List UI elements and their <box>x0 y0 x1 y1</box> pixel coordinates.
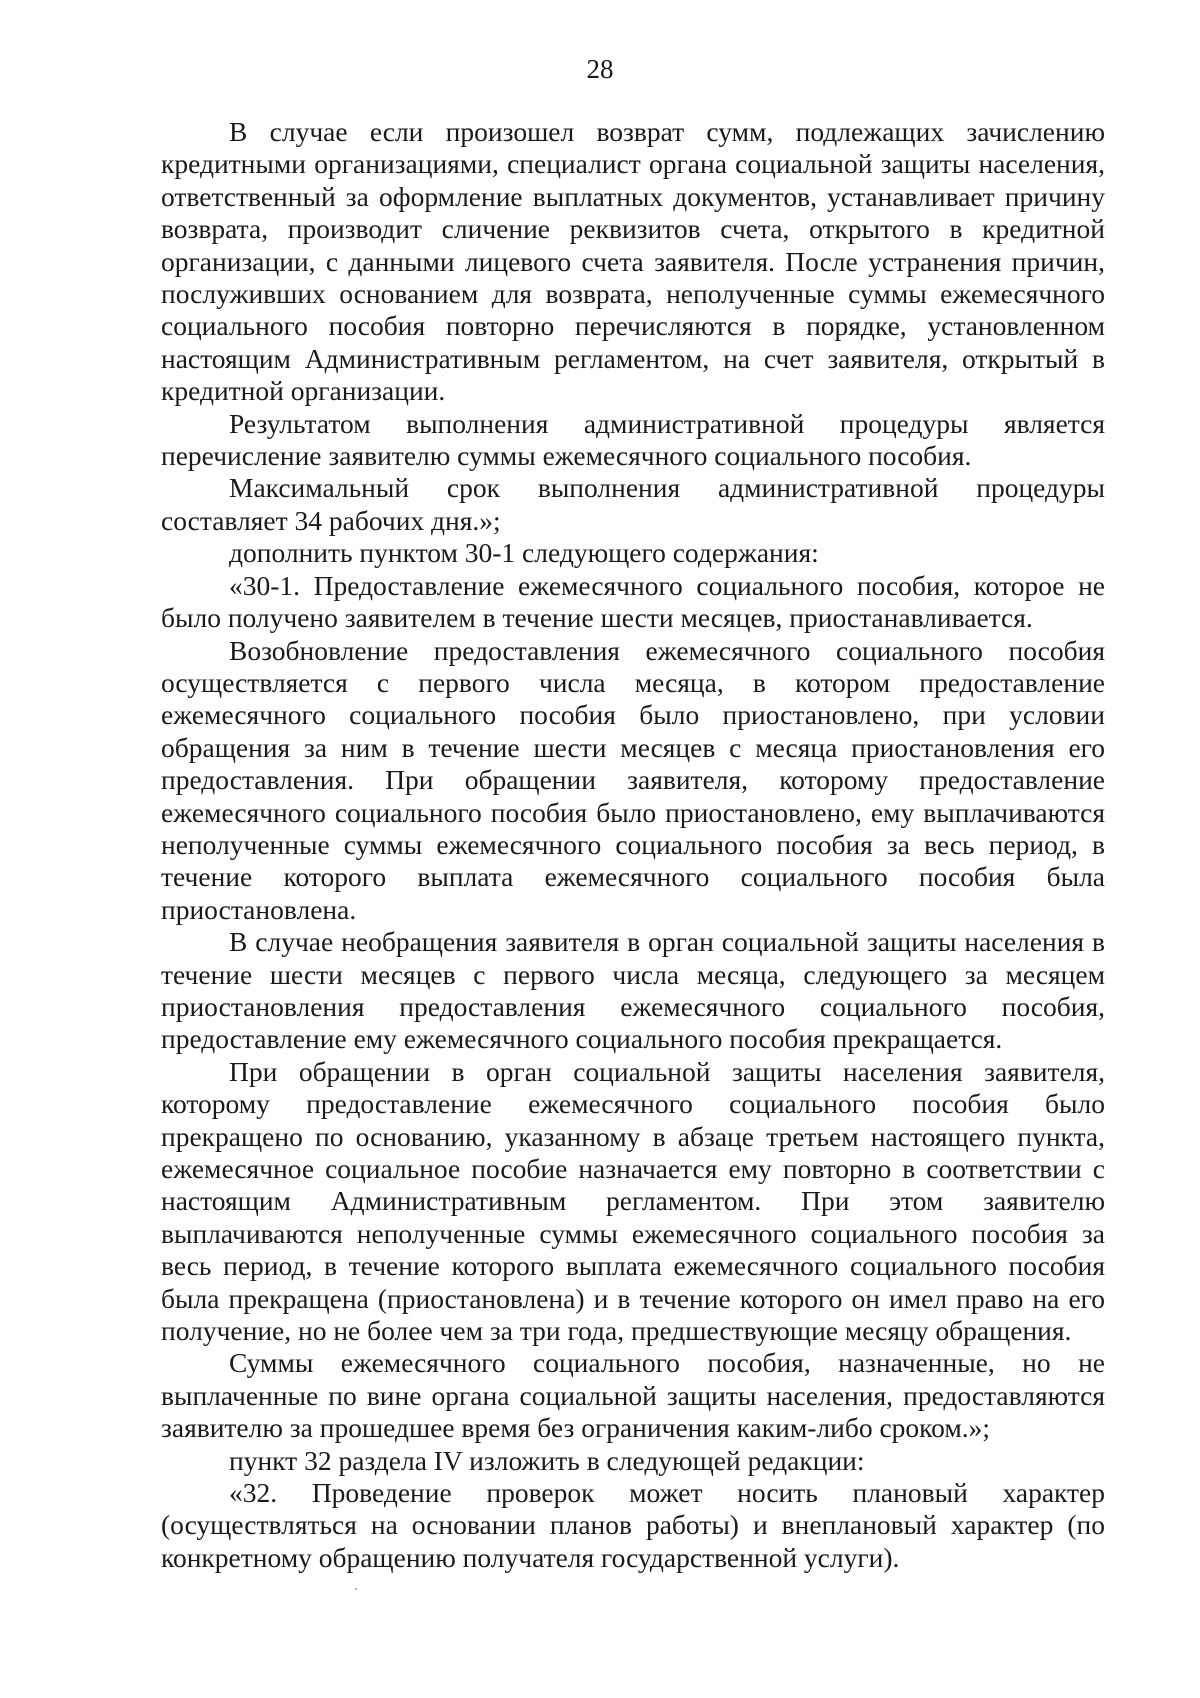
paragraph-max-duration: Максимальный срок выполнения административной процедуры составляет 34 рабочих дня.»; <box>161 472 1105 536</box>
paragraph-reapplication: При обращении в орган социальной защиты населения заявителя, которому предоставление ежемесячного социального пособия было прекращено по основанию, указанному в абзаце третьем настоящего пункта, ежемесячное социальное пособие назначается ему повторно в соответствии с настоящим Административным регламентом. При этом заявителю выплачиваются неполученные суммы ежемесячного социального пособия за весь период, в течение которого выплата ежемесячного социального пособия была прекращена (приостановлена) и в течение которого он имел право на его получение, но не более чем за три года, предшествующие месяцу обращения. <box>161 1055 1105 1347</box>
paragraph-procedure-result: Результатом выполнения административной процедуры является перечисление заявителю суммы ежемесячного социального пособия. <box>161 407 1105 472</box>
paragraph-clause-30-1: «30-1. Предоставление ежемесячного социального пособия, которое не было получено заявителем в течение шести месяцев, приостанавливается. <box>161 569 1105 634</box>
paragraph-clause-32-intro: пункт 32 раздела IV изложить в следующей редакции: <box>229 1444 865 1476</box>
paragraph-resumption: Возобновление предоставления ежемесячного социального пособия осуществляется с первого числа месяца, в котором предоставление ежемесячного социального пособия было приостановлено, при условии обращения за ним в течение шести месяцев с месяца приостановления его предоставления. При обращении заявителя, которому предоставление ежемесячного социального пособия было приостановлено, ему выплачиваются неполученные суммы ежемесячного социального пособия за весь период, в течение которого выплата ежемесячного социального пособия была приостановлена. <box>161 634 1105 925</box>
paragraph-termination: В случае необращения заявителя в орган социальной защиты населения в течение шести месяцев с первого числа месяца, следующего за месяцем приостановления предоставления ежемесячного социального пособия, предоставление ему ежемесячного социального пособия прекращается. <box>161 926 1105 1055</box>
paragraph-clause-32: «32. Проведение проверок может носить плановый характер (осуществляться на основании планов работы) и внеплановый характер (по конкретному обращению получателя государственной услуги). <box>161 1477 1105 1573</box>
paragraph-unpaid-sums: Суммы ежемесячного социального пособия, назначенные, но не выплаченные по вине органа социальной защиты населения, предоставляются заявителю за прошедшее время без ограничения каким-либо сроком.»; <box>161 1347 1105 1444</box>
paragraph-refund-procedure: В случае если произошел возврат сумм, подлежащих зачислению кредитными организациями, специалист органа социальной защиты населения, ответственный за оформление выплатных документов, устанавливает причину возврата, производит сличение реквизитов счета, открытого в кредитной организации, с данными лицевого счета заявителя. После устранения причин, послуживших основанием для возврата, неполученные суммы ежемесячного социального пособия повторно перечисляются в порядке, установленном настоящим Административным регламентом, на счет заявителя, открытый в кредитной организации. <box>161 116 1105 407</box>
scan-speck <box>355 1588 357 1590</box>
paragraph-add-clause: дополнить пунктом 30-1 следующего содержания: <box>229 537 819 569</box>
document-body <box>161 116 1105 1574</box>
page-number: 28 <box>586 54 614 84</box>
